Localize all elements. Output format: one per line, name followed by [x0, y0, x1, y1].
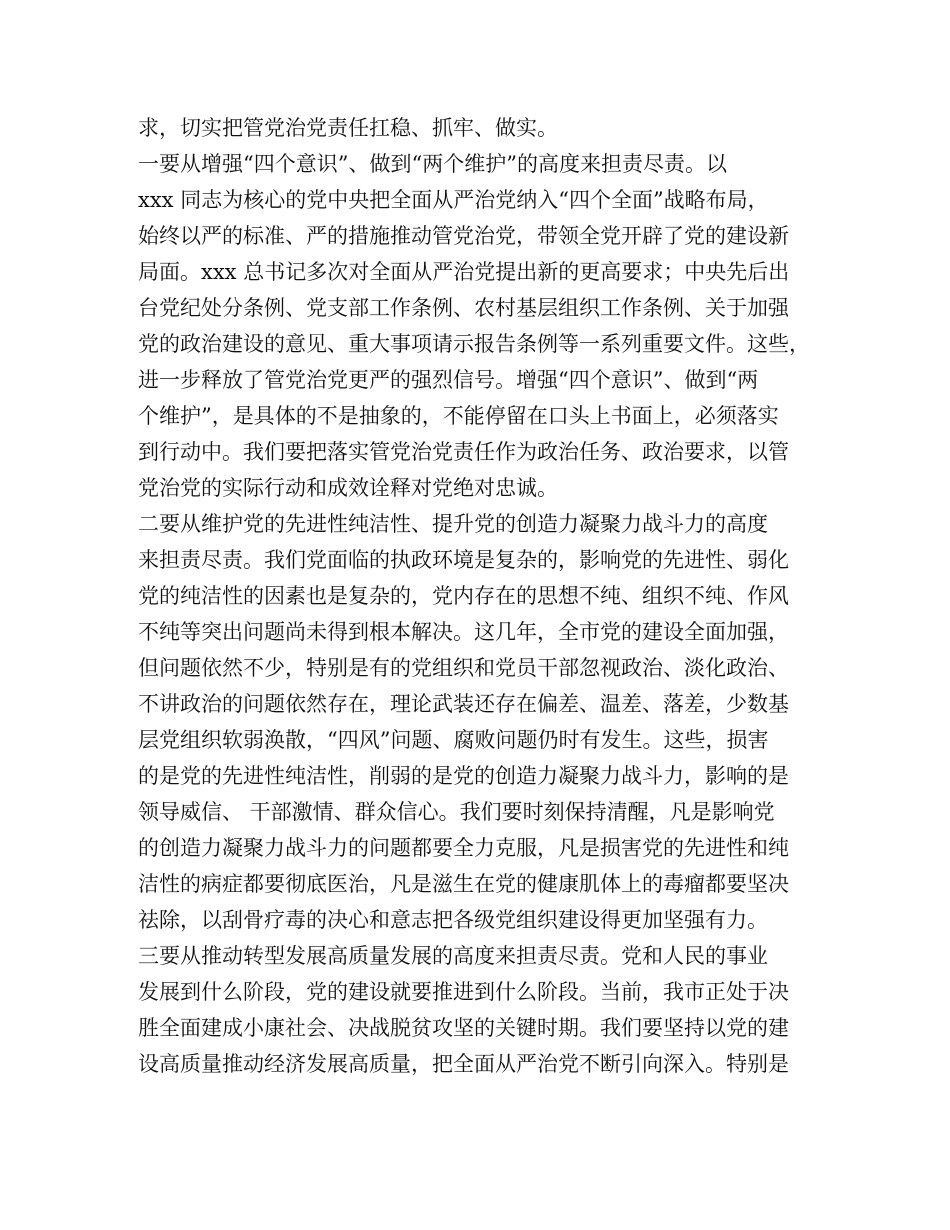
text-line: 进一步释放了管党治党更严的强烈信号。增强“四个意识”、做到“两 [138, 368, 759, 392]
text-line: 一要从增强“四个意识”、做到“两个维护”的高度来担责尽责。以 [138, 152, 727, 176]
text-line: 三要从推动转型发展高质量发展的高度来担责尽责。党和人民的事业 [138, 944, 768, 968]
text-line: 不讲政治的问题依然存在，理论武装还存在偏差、温差、落差，少数基 [138, 692, 789, 716]
text-line: 的创造力凝聚力战斗力的问题都要全力克服，凡是损害党的先进性和纯 [138, 836, 789, 860]
text-line: 台党纪处分条例、党支部工作条例、农村基层组织工作条例、关于加强 [138, 296, 789, 320]
text-line: 不纯等突出问题尚未得到根本解决。这几年，全市党的建设全面加强， [138, 620, 789, 644]
text-line: 局面。xxx 总书记多次对全面从严治党提出新的更高要求；中央先后出 [138, 260, 790, 284]
text-line: xxx 同志为核心的党中央把全面从严治党纳入“四个全面”战略布局， [138, 188, 769, 212]
text-line: 设高质量推动经济发展高质量，把全面从严治党不断引向深入。特别是 [138, 1052, 789, 1076]
text-line: 党的纯洁性的因素也是复杂的，党内存在的思想不纯、组织不纯、作风 [138, 584, 789, 608]
text-line: 党的政治建设的意见、重大事项请示报告条例等一系列重要文件。这些， [138, 332, 810, 356]
text-line: 发展到什么阶段，党的建设就要推进到什么阶段。当前，我市正处于决 [138, 980, 789, 1004]
text-line: 二要从维护党的先进性纯洁性、提升党的创造力凝聚力战斗力的高度 [138, 512, 768, 536]
text-line: 的是党的先进性纯洁性，削弱的是党的创造力凝聚力战斗力，影响的是 [138, 764, 789, 788]
text-line: 层党组织软弱涣散，“四风”问题、腐败问题仍时有发生。这些，损害 [138, 728, 769, 752]
body-text [138, 110, 828, 1082]
text-line: 洁性的病症都要彻底医治，凡是滋生在党的健康肌体上的毒瘤都要坚决 [138, 872, 789, 896]
text-line: 来担责尽责。我们党面临的执政环境是复杂的，影响党的先进性、弱化 [138, 548, 789, 572]
text-line: 到行动中。我们要把落实管党治党责任作为政治任务、政治要求，以管 [138, 440, 789, 464]
text-line: 党治党的实际行动和成效诠释对党绝对忠诚。 [138, 476, 558, 500]
text-line: 求，切实把管党治党责任扛稳、抓牢、做实。 [138, 116, 558, 140]
text-line: 但问题依然不少，特别是有的党组织和党员干部忽视政治、淡化政治、 [138, 656, 789, 680]
text-line: 始终以严的标准、严的措施推动管党治党，带领全党开辟了党的建设新 [138, 224, 789, 248]
text-line: 领导威信、 干部激情、群众信心。我们要时刻保持清醒，凡是影响党 [138, 800, 775, 824]
text-line: 胜全面建成小康社会、决战脱贫攻坚的关键时期。我们要坚持以党的建 [138, 1016, 789, 1040]
text-line: 个维护”，是具体的不是抽象的，不能停留在口头上书面上，必须落实 [138, 404, 779, 428]
text-line: 祛除，以刮骨疗毒的决心和意志把各级党组织建设得更加坚强有力。 [138, 908, 768, 932]
